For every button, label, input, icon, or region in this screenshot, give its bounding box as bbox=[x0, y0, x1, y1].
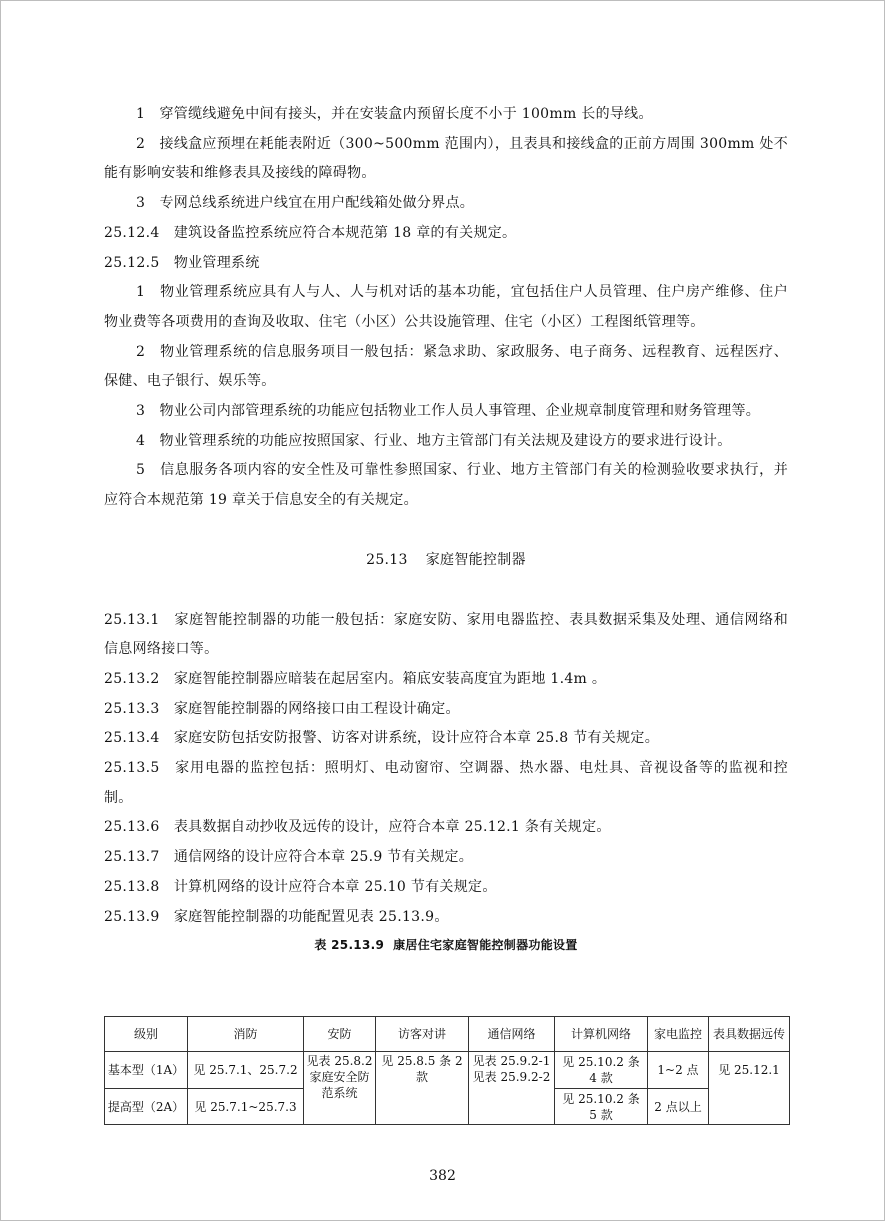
paragraph: 1 穿管缆线避免中间有接头，并在安装盒内预留长度不小于 100mm 长的导线。 bbox=[136, 106, 653, 122]
table-header-cell: 消防 bbox=[188, 1017, 304, 1052]
clause-paragraph: 25.13.2 家庭智能控制器应暗装在起居室内。箱底安装高度宜为距地 1.4m 。 bbox=[104, 670, 607, 687]
clause-paragraph: 25.13.7 通信网络的设计应符合本章 25.9 节有关规定。 bbox=[104, 849, 474, 866]
paragraph: 4 物业管理系统的功能应按照国家、行业、地方主管部门有关法规及建设方的要求进行设计。 bbox=[136, 432, 732, 449]
paragraph: 2 物业管理系统的信息服务项目一般包括：紧急求助、家政服务、电子商务、远程教育、远程医疗、保健、电子银行、娱乐等。 bbox=[104, 343, 788, 390]
table-cell: 见表 25.9.2-1 见表 25.9.2-2 bbox=[469, 1052, 555, 1125]
table-header-cell: 家电监控 bbox=[648, 1017, 709, 1052]
paragraph: 5 信息服务各项内容的安全性及可靠性参照国家、行业、地方主管部门有关的检测验收要求执行，并应符合本规范第 19 章关于信息安全的有关规定。 bbox=[104, 462, 788, 509]
clause-paragraph: 25.12.4 建筑设备监控系统应符合本规范第 18 章的有关规定。 bbox=[104, 224, 517, 241]
clause-paragraph: 25.13.8 计算机网络的设计应符合本章 25.10 节有关规定。 bbox=[104, 878, 497, 895]
clause-heading: 25.12.5 物业管理系统 bbox=[104, 254, 260, 271]
clause-paragraph: 25.13.9 家庭智能控制器的功能配置见表 25.13.9。 bbox=[104, 908, 449, 925]
table-header-cell: 级别 bbox=[105, 1017, 188, 1052]
table-header-cell: 安防 bbox=[304, 1017, 376, 1052]
table-cell: 见 25.10.2 条 5 款 bbox=[555, 1089, 648, 1125]
clause-paragraph: 25.13.6 表具数据自动抄收及远传的设计，应符合本章 25.12.1 条有关规定。 bbox=[104, 819, 611, 836]
table-header-cell: 计算机网络 bbox=[555, 1017, 648, 1052]
table-cell: 见 25.8.5 条 2 款 bbox=[376, 1052, 469, 1125]
table-row bbox=[105, 1052, 790, 1089]
table-cell: 见 25.12.1 bbox=[709, 1052, 790, 1125]
table-header-cell: 表具数据远传 bbox=[709, 1017, 790, 1052]
section-title bbox=[104, 546, 788, 576]
table-cell: 见 25.7.1~25.7.3 bbox=[188, 1089, 304, 1125]
clause-paragraph: 25.13.3 家庭智能控制器的网络接口由工程设计确定。 bbox=[104, 700, 460, 717]
clause-paragraph: 25.13.4 家庭安防包括安防报警、访客对讲系统，设计应符合本章 25.8 节有关规定。 bbox=[104, 730, 660, 747]
table-cell: 见 25.10.2 条 4 款 bbox=[555, 1052, 648, 1089]
section-title-text: 家庭智能控制器 bbox=[425, 551, 526, 568]
paragraph: 3 专网总线系统进户线宜在用户配线箱处做分界点。 bbox=[136, 195, 475, 212]
clause-paragraph: 25.13.1 家庭智能控制器的功能一般包括：家庭安防、家用电器监控、表具数据采集及处理、通信网络和信息网络接口等。 bbox=[104, 611, 788, 658]
table-header-cell: 访客对讲 bbox=[376, 1017, 469, 1052]
table-cell: 基本型（1A） bbox=[105, 1052, 188, 1089]
paragraph: 1 物业管理系统应具有人与人、人与机对话的基本功能，宜包括住户人员管理、住户房产维修、住户物业费等各项费用的查询及收取、住宅（小区）公共设施管理、住宅（小区）工程图纸管理等。 bbox=[104, 284, 788, 330]
document-body bbox=[104, 100, 788, 958]
paragraph: 3 物业公司内部管理系统的功能应包括物业工作人员人事管理、企业规章制度管理和财务管理等。 bbox=[136, 403, 761, 420]
table-caption-title: 康居住宅家庭智能控制器功能设置 bbox=[393, 938, 578, 953]
table-cell: 见表 25.8.2 家庭安全防范系统 bbox=[304, 1052, 376, 1125]
table-caption-number: 表 25.13.9 bbox=[314, 938, 385, 953]
table-cell: 提高型（2A） bbox=[105, 1089, 188, 1125]
table-cell: 1~2 点 bbox=[648, 1052, 709, 1089]
clause-paragraph: 25.13.5 家用电器的监控包括：照明灯、电动窗帘、空调器、热水器、电灶具、音视设备等的监视和控制。 bbox=[104, 760, 788, 806]
section-number: 25.13 bbox=[366, 551, 408, 568]
table-cell: 见 25.7.1、25.7.2 bbox=[188, 1052, 304, 1089]
table-caption bbox=[104, 936, 788, 954]
table-header-cell: 通信网络 bbox=[469, 1017, 555, 1052]
paragraph: 2 接线盒应预埋在耗能表附近（300~500mm 范围内），且表具和接线盒的正前方周围 300mm 处不能有影响安装和维修表具及接线的障碍物。 bbox=[104, 135, 788, 182]
table-cell: 2 点以上 bbox=[648, 1089, 709, 1125]
page-number: 382 bbox=[429, 1168, 456, 1184]
table-header-row bbox=[105, 1017, 790, 1052]
function-table bbox=[104, 1016, 790, 1125]
